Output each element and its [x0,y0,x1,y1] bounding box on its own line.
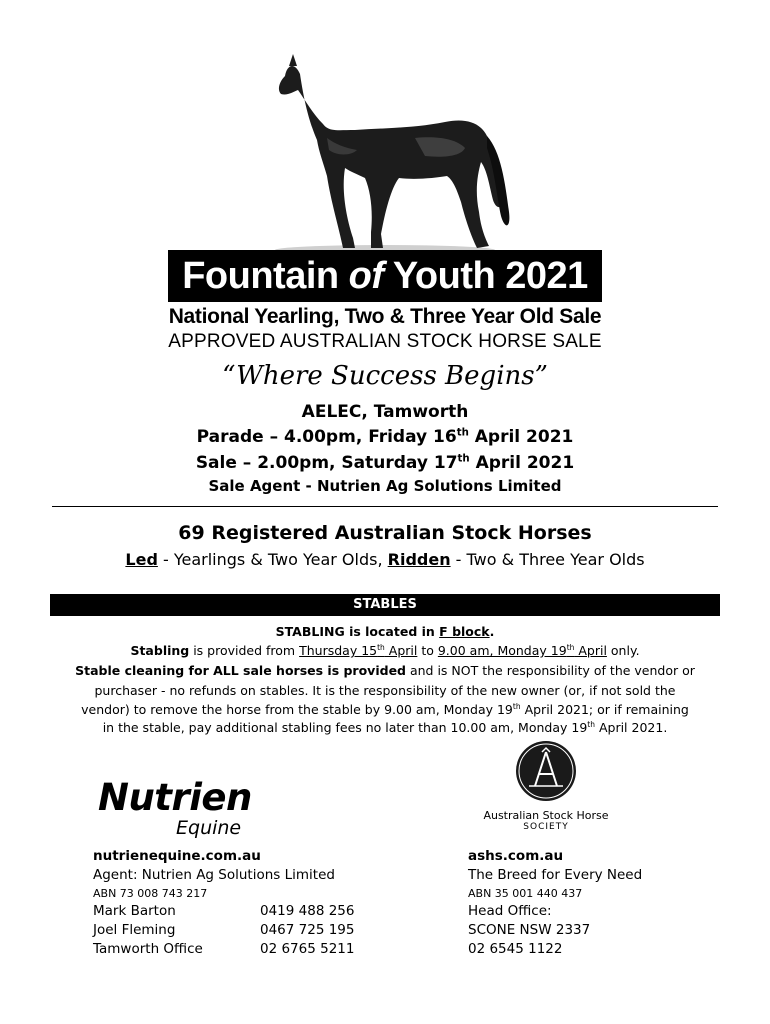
title-part-2: of [348,255,384,297]
ashs-address: SCONE NSW 2337 [468,922,591,938]
sale-agent: Sale Agent - Nutrien Ag Solutions Limited [208,477,562,495]
stable-removal-text: vendor) to remove the horse from the stable by 9.00 am, Monday 19 [81,702,513,717]
horse-count: 69 Registered Australian Stock Horses [178,522,592,544]
divider [52,506,718,507]
stabling-to-text: 9.00 am, Monday 19 [437,643,567,658]
sale-text-end: April 2021 [469,453,575,473]
ridden-text: - Two & Three Year Olds [450,550,645,569]
horse-illustration [265,52,515,257]
stabling-to-sup: th [566,642,575,652]
contact-phone[interactable]: 02 6765 5211 [260,941,355,957]
stables-heading: STABLES [50,594,720,616]
tagline: “Where Success Begins” [222,361,548,391]
ashs-website[interactable]: ashs.com.au [468,848,564,864]
stable-removal-end: April 2021; or if remaining [520,702,689,717]
stabling-from [299,643,417,658]
nutrien-logo-equine: Equine [176,817,242,839]
ashs-abn: ABN 35 001 440 437 [468,887,583,900]
sale-classes [0,550,770,569]
parade-text-end: April 2021 [468,427,574,447]
sale-time [0,453,770,473]
stabling-from-sup: th [377,642,385,652]
contact-name: Joel Fleming [93,922,176,938]
approved-sale-line: APPROVED AUSTRALIAN STOCK HORSE SALE [168,331,602,352]
stabling-text-b: to [417,643,438,658]
stable-refunds: purchaser - no refunds on stables. It is the responsibility of the new owner (or, if not sold the [94,683,676,698]
stables-location-end: . [489,624,495,639]
parade-text: Parade – 4.00pm, Friday 16 [196,427,457,447]
stabling-to-end: April [574,643,607,658]
stabling-to [438,643,607,658]
stable-fees-sup: th [587,719,595,729]
stable-removal [0,700,770,720]
led-label: Led [125,550,158,569]
title-part-3: Youth 2021 [383,255,588,297]
stabling-label: Stabling [130,643,190,658]
ashs-phone[interactable]: 02 6545 1122 [468,941,563,957]
nutrien-agent: Agent: Nutrien Ag Solutions Limited [93,867,335,883]
stable-fees-text: in the stable, pay additional stabling fees no later than 10.00 am, Monday 19 [102,720,588,735]
parade-time [0,427,770,447]
contact-name: Tamworth Office [93,941,203,957]
contact-phone[interactable]: 0419 488 256 [260,903,355,919]
stable-fees [0,718,770,738]
stables-block: F block [439,624,490,639]
contact-phone[interactable]: 0467 725 195 [260,922,355,938]
stable-cleaning-text: and is NOT the responsibility of the vendor or [406,663,695,678]
nutrien-website[interactable]: nutrienequine.com.au [93,848,261,864]
sale-text: Sale – 2.00pm, Saturday 17 [195,453,458,473]
ashs-office-label: Head Office: [468,903,552,919]
stabling-text-c: only. [606,643,640,658]
parade-sup: th [456,427,469,439]
stabling-text-a: is provided from [189,643,300,658]
ashs-logo-icon [515,740,577,802]
stable-cleaning [0,661,770,681]
page-title [168,250,602,302]
subtitle: National Yearling, Two & Three Year Old Sale [168,305,602,328]
sale-sup: th [457,453,470,465]
stabling-dates [0,641,770,661]
stable-cleaning-bold: Stable cleaning for ALL sale horses is provided [75,663,406,678]
led-text: - Yearlings & Two Year Olds, [157,550,388,569]
venue: AELEC, Tamworth [301,402,469,422]
stabling-from-end: April [384,643,418,658]
stable-removal-sup: th [512,701,521,711]
title-part-1: Fountain [182,255,349,297]
ridden-label: Ridden [387,550,451,569]
nutrien-abn: ABN 73 008 743 217 [93,887,208,900]
ashs-logo-name: Australian Stock Horse [483,809,609,822]
ashs-logo-society: SOCIETY [523,822,569,832]
ashs-motto: The Breed for Every Need [468,867,643,883]
stable-fees-end: April 2021. [594,720,668,735]
stabling-from-text: Thursday 15 [299,643,378,658]
stables-location [0,622,770,642]
contact-name: Mark Barton [93,903,176,919]
stables-location-text: STABLING is located in [275,624,440,639]
nutrien-logo: Nutrien [98,776,252,819]
